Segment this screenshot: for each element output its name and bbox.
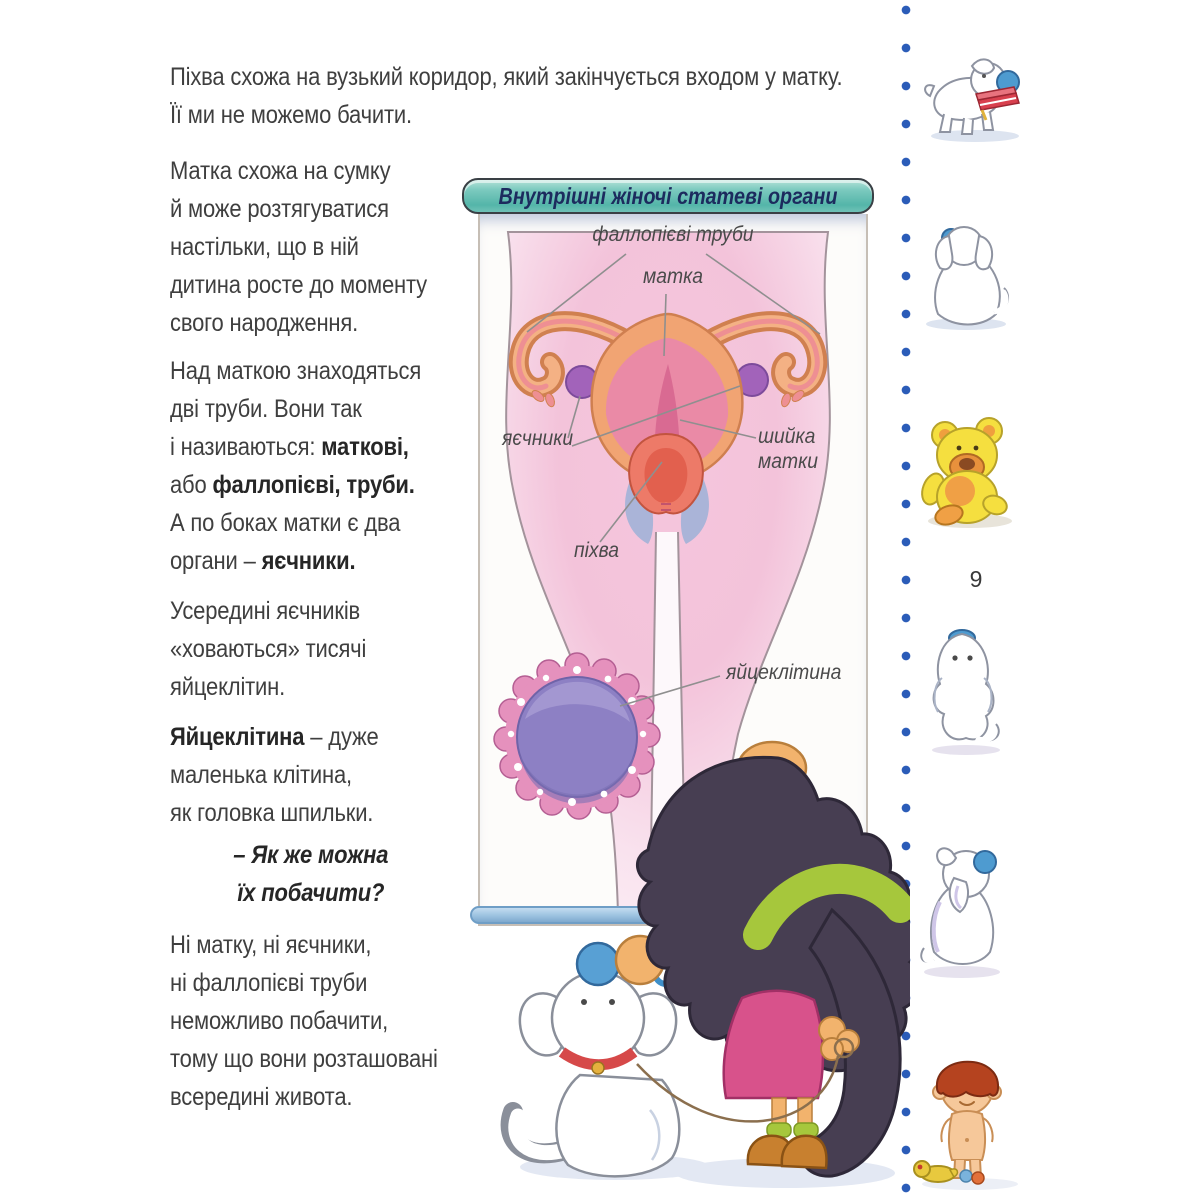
paragraph-egg-size: Яйцеклітина – дуже маленька клітина, як головка шпильки. (170, 723, 379, 827)
teddy-bear-icon (915, 415, 1020, 530)
label-vagina: піхва (574, 539, 619, 562)
label-egg-cell: яйцеклітина (726, 661, 842, 684)
baby-with-toy-dog-icon (910, 1040, 1030, 1192)
paragraph-egg-cells: Усередині яєчників «ховаються» тисячі яйцеклітин. (170, 597, 367, 701)
poster-title: Внутрішні жіночі статеві органи (498, 183, 838, 209)
paragraph-uterus: Матка схожа на сумку й може розтягуватися настільки, що в ній дитина росте до моменту свого народження. (170, 157, 427, 337)
puppy-front-icon (922, 626, 1007, 758)
label-uterus: матка (643, 265, 703, 288)
paragraph-cannot-see: Ні матку, ні яєчники, ні фаллопієві труби неможливо побачити, тому що вони розташовані всередині живота. (170, 931, 438, 1111)
question-how-to-see: – Як же можна їх побачити? (233, 841, 389, 907)
label-fallopian-tubes: фаллопієві труби (592, 223, 754, 246)
page-number: 9 (969, 566, 983, 592)
girl-dress (724, 991, 823, 1098)
dog-looking-up-icon (914, 842, 1009, 980)
dog-carrying-book-icon (920, 52, 1035, 144)
paragraph-vagina-intro: Піхва схожа на вузький коридор, який закінчується входом у матку. Її ми не можемо бачити. (170, 63, 843, 129)
girl-and-dog-scene (480, 730, 910, 1200)
label-cervix: шийка матки (758, 425, 818, 473)
poster-header-bar (462, 178, 874, 214)
sitting-dog-back-icon (916, 222, 1016, 332)
blue-ball (577, 943, 619, 985)
label-ovaries: яєчники (502, 427, 574, 450)
paragraph-tubes-ovaries: Над маткою знаходяться дві труби. Вони так і називаються: маткові, або фаллопієві, труби. А по боках матки є два органи – яєчники. (170, 357, 422, 575)
